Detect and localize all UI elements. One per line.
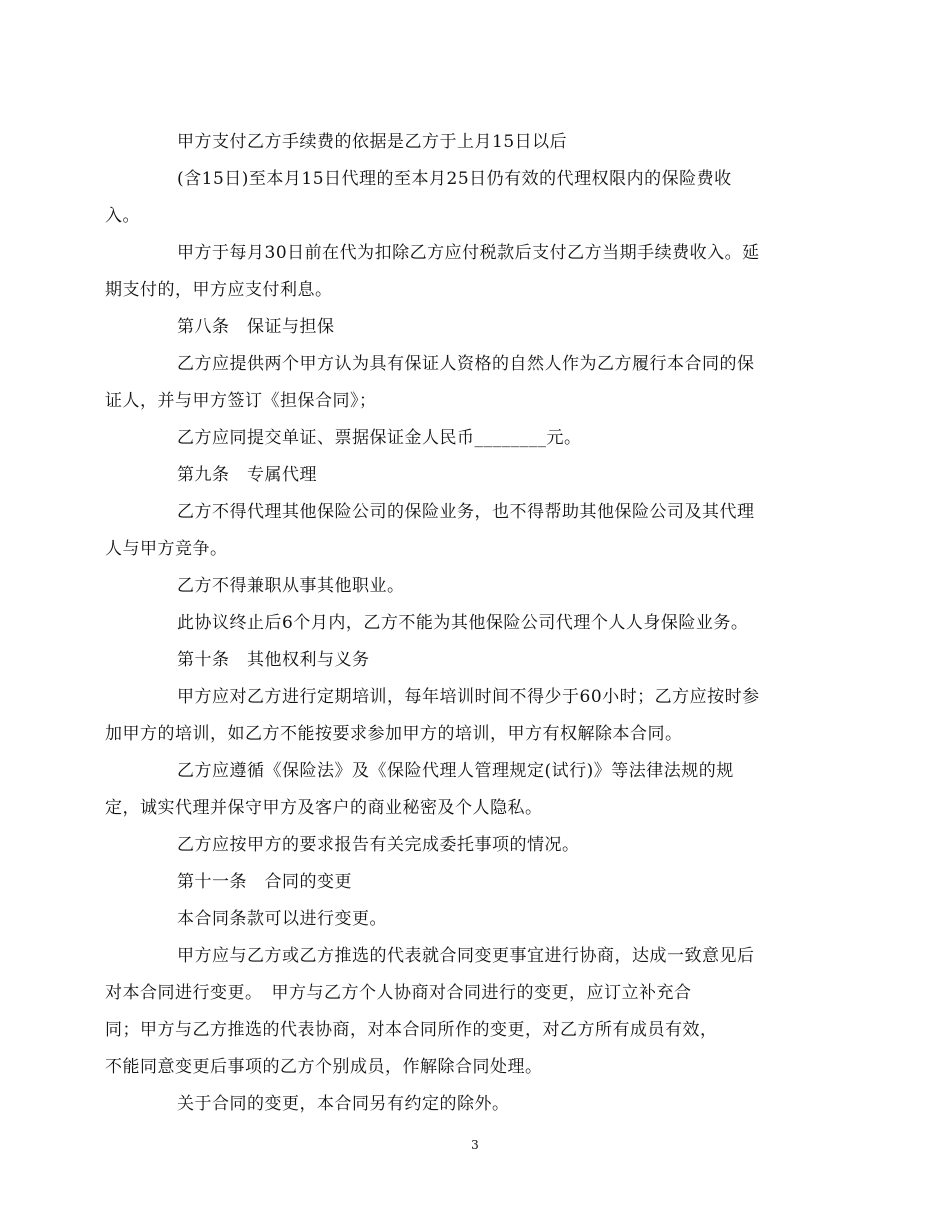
paragraph bbox=[141, 124, 811, 161]
document-body bbox=[105, 124, 811, 1123]
paragraph-line: 甲方应与乙方或乙方推选的代表就合同变更事宜进行协商，达成一致意见后 bbox=[177, 946, 755, 966]
paragraph-line: (含15日)至本月15日代理的至本月25日仍有效的代理权限内的保险费收 bbox=[177, 169, 732, 189]
paragraph bbox=[141, 827, 811, 864]
section-heading: 第十条 其他权利与义务 bbox=[177, 650, 370, 670]
paragraph bbox=[105, 235, 811, 309]
paragraph bbox=[105, 346, 811, 420]
paragraph bbox=[105, 679, 811, 753]
paragraph-line: 乙方应遵循《保险法》及《保险代理人管理规定(试行)》等法律法规的规 bbox=[177, 761, 734, 781]
paragraph bbox=[105, 161, 811, 235]
paragraph-line: 入。 bbox=[105, 206, 140, 226]
section-heading: 第九条 专属代理 bbox=[177, 465, 317, 485]
paragraph-line: 同；甲方与乙方推选的代表协商，对本合同所作的变更，对乙方所有成员有效， bbox=[105, 1020, 718, 1040]
paragraph bbox=[141, 568, 811, 605]
paragraph-line: 乙方不得代理其他保险公司的保险业务，也不得帮助其他保险公司及其代理 bbox=[177, 502, 755, 522]
paragraph-line: 不能同意变更后事项的乙方个别成员，作解除合同处理。 bbox=[105, 1057, 543, 1077]
paragraph-line: 甲方于每月30日前在代为扣除乙方应付税款后支付乙方当期手续费收入。延 bbox=[177, 243, 760, 263]
paragraph-line: 本合同条款可以进行变更。 bbox=[177, 909, 387, 929]
paragraph-line: 期支付的，甲方应支付利息。 bbox=[105, 280, 333, 300]
paragraph-line: 加甲方的培训，如乙方不能按要求参加甲方的培训，甲方有权解除本合同。 bbox=[105, 724, 683, 744]
paragraph-line: 证人，并与甲方签订《担保合同》； bbox=[105, 391, 377, 411]
paragraph bbox=[141, 420, 811, 457]
paragraph bbox=[141, 1086, 811, 1123]
page-number: 3 bbox=[471, 1138, 479, 1152]
paragraph-line: 定，诚实代理并保守甲方及客户的商业秘密及个人隐私。 bbox=[105, 798, 543, 818]
paragraph bbox=[105, 938, 811, 1086]
section-heading: 第八条 保证与担保 bbox=[177, 317, 335, 337]
paragraph bbox=[141, 901, 811, 938]
paragraph-line: 甲方应对乙方进行定期培训，每年培训时间不得少于60小时；乙方应按时参 bbox=[177, 687, 760, 707]
paragraph-line: 乙方应提供两个甲方认为具有保证人资格的自然人作为乙方履行本合同的保 bbox=[177, 354, 755, 374]
paragraph-line: 乙方不得兼职从事其他职业。 bbox=[177, 576, 405, 596]
paragraph bbox=[141, 605, 811, 642]
section-heading: 第十一条 合同的变更 bbox=[177, 872, 352, 892]
paragraph-line: 乙方应按甲方的要求报告有关完成委托事项的情况。 bbox=[177, 835, 580, 855]
paragraph-line: 此协议终止后6个月内，乙方不能为其他保险公司代理个人人身保险业务。 bbox=[177, 613, 749, 633]
paragraph-line: 对本合同进行变更。 甲方与乙方个人协商对合同进行的变更，应订立补充合 bbox=[105, 983, 692, 1003]
paragraph-line: 甲方支付乙方手续费的依据是乙方于上月15日以后 bbox=[177, 132, 568, 152]
paragraph-line: 乙方应同提交单证、票据保证金人民币________元。 bbox=[177, 428, 582, 448]
paragraph bbox=[105, 753, 811, 827]
paragraph bbox=[105, 494, 811, 568]
paragraph-line: 关于合同的变更，本合同另有约定的除外。 bbox=[177, 1094, 510, 1114]
paragraph-line: 人与甲方竞争。 bbox=[105, 539, 228, 559]
